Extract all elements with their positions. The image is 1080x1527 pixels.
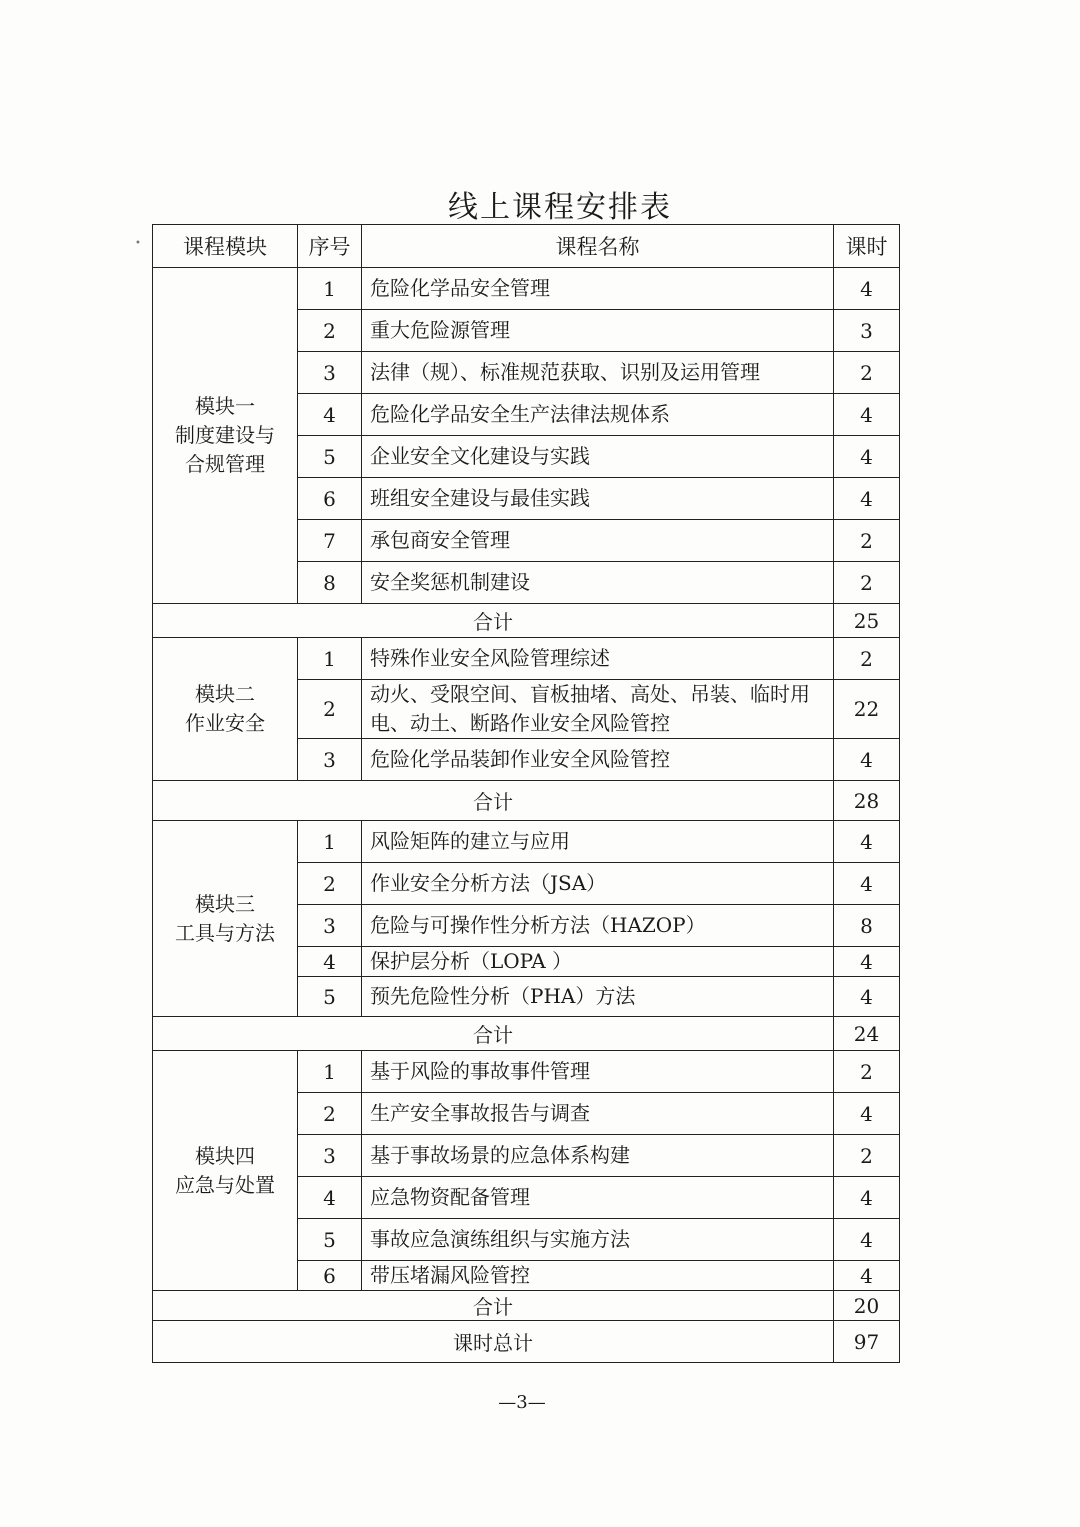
course-index: 1 — [298, 1051, 362, 1093]
module-cell — [153, 1051, 298, 1291]
course-name: 保护层分析（LOPA ） — [362, 947, 834, 977]
module-cell — [153, 268, 298, 604]
subtotal-label: 合计 — [153, 1291, 834, 1321]
module-label: 工具与方法 — [175, 920, 275, 945]
course-hours: 3 — [834, 310, 900, 352]
course-index: 6 — [298, 478, 362, 520]
course-hours: 2 — [834, 352, 900, 394]
course-index: 2 — [298, 1093, 362, 1135]
subtotal-label: 合计 — [153, 781, 834, 821]
course-index: 3 — [298, 352, 362, 394]
course-name: 带压堵漏风险管控 — [362, 1261, 834, 1291]
module-label: 模块三 — [195, 891, 255, 916]
course-hours: 4 — [834, 1261, 900, 1291]
course-hours: 4 — [834, 394, 900, 436]
course-index: 3 — [298, 739, 362, 781]
course-name: 危险化学品安全管理 — [362, 268, 834, 310]
course-name: 承包商安全管理 — [362, 520, 834, 562]
course-hours: 4 — [834, 863, 900, 905]
course-index: 1 — [298, 638, 362, 680]
course-name: 基于风险的事故事件管理 — [362, 1051, 834, 1093]
module-label: 应急与处置 — [175, 1172, 275, 1197]
course-hours: 2 — [834, 1051, 900, 1093]
module-cell — [153, 638, 298, 781]
course-index: 1 — [298, 268, 362, 310]
module-label: 模块一 — [195, 394, 255, 418]
page-title: 线上课程安排表 — [448, 190, 672, 225]
page-number: —3— — [498, 1392, 546, 1413]
course-index: 4 — [298, 1177, 362, 1219]
course-hours: 2 — [834, 520, 900, 562]
subtotal-row — [153, 781, 900, 821]
course-schedule-table — [152, 224, 900, 1363]
grand-total-value: 97 — [834, 1321, 900, 1363]
table-row — [153, 268, 900, 310]
course-name: 特殊作业安全风险管理综述 — [362, 638, 834, 680]
course-index: 4 — [298, 394, 362, 436]
course-name: 动火、受限空间、盲板抽堵、高处、吊装、临时用电、动土、断路作业安全风险管控 — [362, 680, 834, 739]
course-name: 企业安全文化建设与实践 — [362, 436, 834, 478]
margin-mark: • — [135, 238, 141, 249]
subtotal-value: 28 — [834, 781, 900, 821]
header-hours: 课时 — [834, 225, 900, 268]
course-name: 事故应急演练组织与实施方法 — [362, 1219, 834, 1261]
table-row — [153, 821, 900, 863]
module-label: 模块二 — [195, 682, 255, 706]
header-index: 序号 — [298, 225, 362, 268]
subtotal-row — [153, 604, 900, 638]
course-hours: 22 — [834, 680, 900, 739]
course-hours: 4 — [834, 739, 900, 781]
module-label: 作业安全 — [185, 711, 265, 735]
subtotal-label: 合计 — [153, 604, 834, 638]
course-name: 基于事故场景的应急体系构建 — [362, 1135, 834, 1177]
course-name: 预先危险性分析（PHA）方法 — [362, 977, 834, 1017]
course-index: 5 — [298, 1219, 362, 1261]
course-hours: 4 — [834, 1093, 900, 1135]
course-index: 1 — [298, 821, 362, 863]
subtotal-row — [153, 1291, 900, 1321]
course-hours: 4 — [834, 436, 900, 478]
course-index: 5 — [298, 436, 362, 478]
course-hours: 4 — [834, 821, 900, 863]
module-label: 制度建设与 — [175, 423, 275, 447]
course-name: 危险化学品安全生产法律法规体系 — [362, 394, 834, 436]
grand-total-row — [153, 1321, 900, 1363]
grand-total-label: 课时总计 — [153, 1321, 834, 1363]
subtotal-value: 20 — [834, 1291, 900, 1321]
course-name: 法律（规）、标准规范获取、识别及运用管理 — [362, 352, 834, 394]
subtotal-value: 24 — [834, 1017, 900, 1051]
subtotal-row — [153, 1017, 900, 1051]
course-hours: 4 — [834, 977, 900, 1017]
course-index: 2 — [298, 310, 362, 352]
course-index: 3 — [298, 905, 362, 947]
course-hours: 4 — [834, 947, 900, 977]
course-name: 作业安全分析方法（JSA） — [362, 863, 834, 905]
course-index: 4 — [298, 947, 362, 977]
course-name: 风险矩阵的建立与应用 — [362, 821, 834, 863]
course-name: 班组安全建设与最佳实践 — [362, 478, 834, 520]
course-name: 安全奖惩机制建设 — [362, 562, 834, 604]
course-hours: 2 — [834, 1135, 900, 1177]
module-label: 合规管理 — [185, 452, 265, 476]
header-course: 课程名称 — [362, 225, 834, 268]
course-index: 5 — [298, 977, 362, 1017]
subtotal-label: 合计 — [153, 1017, 834, 1051]
course-index: 6 — [298, 1261, 362, 1291]
course-index: 7 — [298, 520, 362, 562]
course-hours: 4 — [834, 268, 900, 310]
course-index: 8 — [298, 562, 362, 604]
course-name: 危险与可操作性分析方法（HAZOP） — [362, 905, 834, 947]
course-hours: 2 — [834, 562, 900, 604]
course-index: 3 — [298, 1135, 362, 1177]
header-module: 课程模块 — [153, 225, 298, 268]
subtotal-value: 25 — [834, 604, 900, 638]
course-name: 危险化学品装卸作业安全风险管控 — [362, 739, 834, 781]
course-hours: 8 — [834, 905, 900, 947]
course-name: 重大危险源管理 — [362, 310, 834, 352]
table-row — [153, 638, 900, 680]
course-name: 生产安全事故报告与调查 — [362, 1093, 834, 1135]
module-label: 模块四 — [195, 1143, 255, 1168]
course-index: 2 — [298, 680, 362, 739]
course-name: 应急物资配备管理 — [362, 1177, 834, 1219]
course-hours: 4 — [834, 478, 900, 520]
table-row — [153, 1051, 900, 1093]
course-index: 2 — [298, 863, 362, 905]
course-hours: 4 — [834, 1177, 900, 1219]
course-hours: 4 — [834, 1219, 900, 1261]
module-cell — [153, 821, 298, 1017]
course-hours: 2 — [834, 638, 900, 680]
header-row — [153, 225, 900, 268]
